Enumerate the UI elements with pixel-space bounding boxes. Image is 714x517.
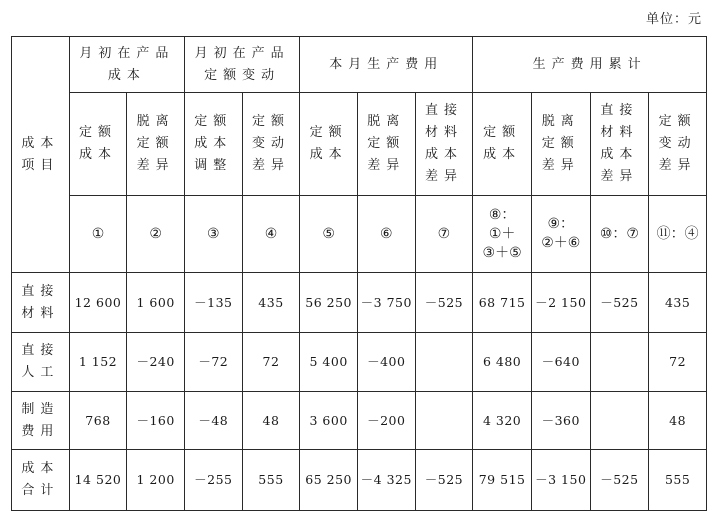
subheader-cell: 定额 成本 调整 xyxy=(184,93,242,196)
table-cell: 768 xyxy=(69,392,127,450)
group-header-cumulative-expense: 生产费用累计 xyxy=(473,37,707,93)
table-cell: 56 250 xyxy=(300,273,358,333)
table-cell: －2 150 xyxy=(531,273,590,333)
cost-table xyxy=(11,36,707,511)
table-cell: 4 320 xyxy=(473,392,532,450)
table-cell: 435 xyxy=(242,273,300,333)
table-cell: －525 xyxy=(415,273,473,333)
index-cell: ① xyxy=(69,196,127,273)
table-cell: 14 520 xyxy=(69,450,127,511)
table-cell: 72 xyxy=(242,333,300,392)
table-cell: 1 200 xyxy=(127,450,185,511)
group-header-opening-quota-change: 月初在产品 定额变动 xyxy=(184,37,299,93)
table-cell: 3 600 xyxy=(300,392,358,450)
group-header-current-expense: 本月生产费用 xyxy=(300,37,473,93)
table-cell: 1 152 xyxy=(69,333,127,392)
table-cell: 68 715 xyxy=(473,273,532,333)
subheader-cell: 直接 材料 成本 差异 xyxy=(590,93,649,196)
index-cell: ⑪：④ xyxy=(649,196,707,273)
index-cell: ⑦ xyxy=(415,196,473,273)
table-cell xyxy=(590,333,649,392)
table-cell: 5 400 xyxy=(300,333,358,392)
group-header-row xyxy=(12,37,707,93)
index-cell: ⑧： ①＋ ③＋⑤ xyxy=(473,196,532,273)
subheader-cell: 定额 变动 差异 xyxy=(649,93,707,196)
table-row-total xyxy=(12,450,707,511)
table-cell: 65 250 xyxy=(300,450,358,511)
table-cell: －3 750 xyxy=(357,273,415,333)
table-cell: 12 600 xyxy=(69,273,127,333)
subheader-row xyxy=(12,93,707,196)
row-header-cell: 成本 项目 xyxy=(12,37,70,273)
table-cell: －160 xyxy=(127,392,185,450)
table-cell: －48 xyxy=(184,392,242,450)
index-cell: ⑥ xyxy=(357,196,415,273)
table-cell: －200 xyxy=(357,392,415,450)
table-cell: 6 480 xyxy=(473,333,532,392)
subheader-cell: 定额 成本 xyxy=(473,93,532,196)
subheader-cell: 直接 材料 成本 差异 xyxy=(415,93,473,196)
table-cell: 555 xyxy=(242,450,300,511)
table-cell: 79 515 xyxy=(473,450,532,511)
subheader-cell: 脱离 定额 差异 xyxy=(127,93,185,196)
table-cell: －525 xyxy=(590,273,649,333)
table-cell: －525 xyxy=(590,450,649,511)
table-cell xyxy=(415,392,473,450)
table-cell: －240 xyxy=(127,333,185,392)
index-cell: ② xyxy=(127,196,185,273)
subheader-cell: 定额 成本 xyxy=(300,93,358,196)
table-cell: －255 xyxy=(184,450,242,511)
index-cell: ③ xyxy=(184,196,242,273)
index-cell: ⑤ xyxy=(300,196,358,273)
subheader-cell: 脱离 定额 差异 xyxy=(357,93,415,196)
index-cell: ⑨： ②＋⑥ xyxy=(531,196,590,273)
table-cell: 435 xyxy=(649,273,707,333)
table-cell: 48 xyxy=(649,392,707,450)
table-row xyxy=(12,392,707,450)
index-row xyxy=(12,196,707,273)
row-label: 直接 材料 xyxy=(12,273,70,333)
table-cell: －525 xyxy=(415,450,473,511)
subheader-cell: 定额 成本 xyxy=(69,93,127,196)
table-cell: －640 xyxy=(531,333,590,392)
group-header-opening-cost: 月初在产品 成本 xyxy=(69,37,184,93)
table-cell: 555 xyxy=(649,450,707,511)
table-cell xyxy=(590,392,649,450)
subheader-cell: 脱离 定额 差异 xyxy=(531,93,590,196)
unit-label: 单位：元 xyxy=(645,12,702,27)
table-cell: －4 325 xyxy=(357,450,415,511)
table-cell: 1 600 xyxy=(127,273,185,333)
table-cell: －135 xyxy=(184,273,242,333)
table-cell: －72 xyxy=(184,333,242,392)
index-cell: ⑩：⑦ xyxy=(590,196,649,273)
row-label: 制造 费用 xyxy=(12,392,70,450)
index-cell: ④ xyxy=(242,196,300,273)
table-cell: 48 xyxy=(242,392,300,450)
table-row xyxy=(12,273,707,333)
table-cell: －400 xyxy=(357,333,415,392)
table-cell xyxy=(415,333,473,392)
row-label: 直接 人工 xyxy=(12,333,70,392)
row-label: 成本 合计 xyxy=(12,450,70,511)
table-cell: 72 xyxy=(649,333,707,392)
table-row xyxy=(12,333,707,392)
table-cell: －3 150 xyxy=(531,450,590,511)
subheader-cell: 定额 变动 差异 xyxy=(242,93,300,196)
table-cell: －360 xyxy=(531,392,590,450)
